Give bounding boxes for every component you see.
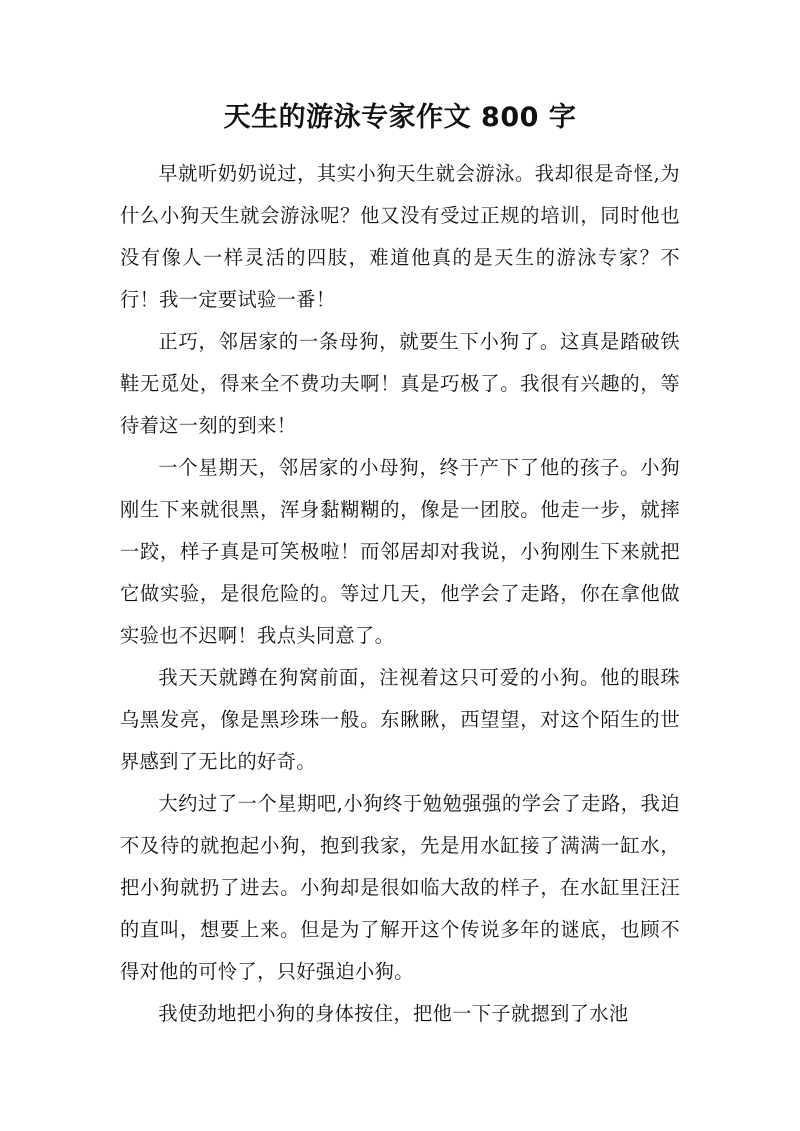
paragraph: 我天天就蹲在狗窝前面，注视着这只可爱的小狗。他的眼珠乌黑发亮，像是黑珍珠一般。东瞅瞅，西望望，对这个陌生的世界感到了无比的好奇。 [120,666,680,773]
paragraph: 正巧，邻居家的一条母狗，就要生下小狗了。这真是踏破铁鞋无觅处，得来全不费功夫啊！真是巧极了。我很有兴趣的，等待着这一刻的到来！ [120,330,680,437]
paragraph: 早就听奶奶说过，其实小狗天生就会游泳。我却很是奇怪,为什么小狗天生就会游泳呢？他又没有受过正规的培训，同时他也没有像人一样灵活的四肢，难道他真的是天生的游泳专家？不行！我一定要试验一番！ [120,162,680,311]
paragraph: 我使劲地把小狗的身体按住，把他一下子就摁到了水池 [158,1002,629,1025]
document-title: 天生的游泳专家作文 800 字 [223,102,577,133]
paragraph: 一个星期天，邻居家的小母狗，终于产下了他的孩子。小狗刚生下来就很黑，浑身黏糊糊的，像是一团胶。他走一步，就摔一跤，样子真是可笑极啦！而邻居却对我说，小狗刚生下来就把它做实验，是很危险的。等过几天，他学会了走路，你在拿他做实验也不迟啊！我点头同意了。 [120,456,680,647]
document-body [120,153,680,1035]
paragraph: 大约过了一个星期吧,小狗终于勉勉强强的学会了走路，我迫不及待的就抱起小狗，抱到我家，先是用水缸接了满满一缸水，把小狗就扔了进去。小狗却是很如临大敌的样子，在水缸里汪汪的直叫，想要上来。但是为了解开这个传说多年的谜底，也顾不得对他的可怜了，只好强迫小狗。 [120,792,680,983]
